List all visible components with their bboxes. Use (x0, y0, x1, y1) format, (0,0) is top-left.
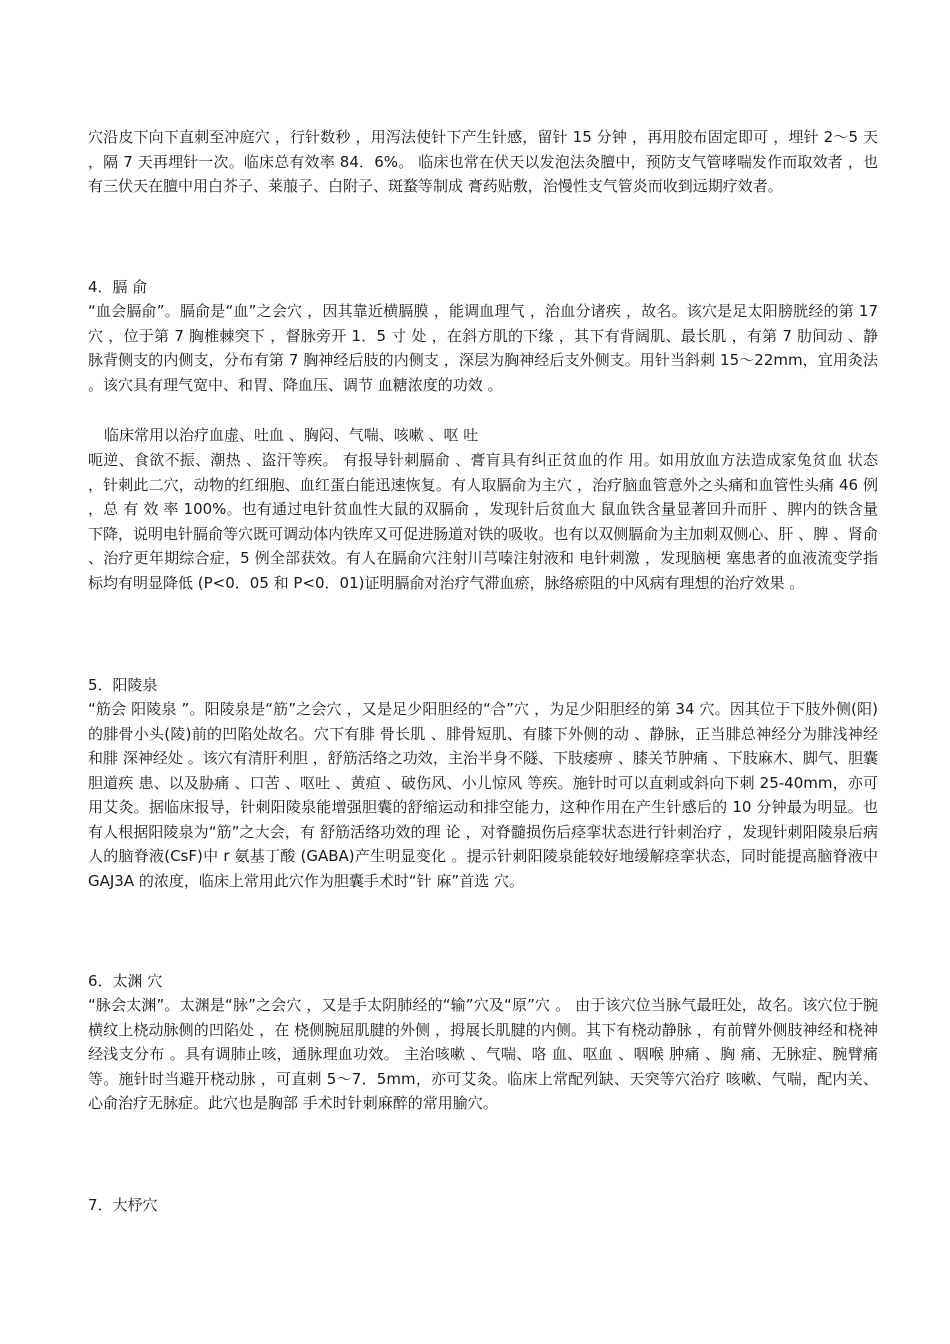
section-heading-taiyuan: 6．太渊 穴 (88, 972, 163, 990)
section-paragraph-taiyuan: “脉会太渊”。太渊是“脉”之会穴 ，又是手太阴肺经的“输”穴及“原”穴 。 由于该穴位当脉气最旺处，故名。该穴位于腕横纹上桡动脉侧的凹陷处 ，在 桡侧腕屈肌腱的外侧 ，拇展长肌腱的内侧。其下有桡动静脉 ，有前臂外侧肢神经和桡神经浅支分布 。具有调肺止咳，通脉理血功效。 主治咳嗽 、气喘、咯 血、呕血 、咽喉 肿痛 、胸 痛、无脉症、腕臂痛等。施针时当避开桡动脉 ，可直刺 5～7．5mm，亦可艾灸。临床上常配列缺、天突等穴治疗 咳嗽、气喘，配内关、心俞治疗无脉症。此穴也是胸部 手术时针刺麻醉的常用腧穴。 (88, 996, 878, 1112)
section-paragraph-yanglingquan: “筋会 阳陵泉 ”。阳陵泉是“筋”之会穴 ，又是足少阳胆经的“合”穴 ，为足少阳胆经的第 34 穴。因其位于下肢外侧(阳)的腓骨小头(陵)前的凹陷处故名。穴下有腓 骨长肌 、腓骨短肌、有膝下外侧的动 、静脉，正当腓总神经分为腓浅神经和腓 深神经处 。该穴有清肝利胆 ，舒筋活络之功效，主治半身不隧、下肢痿痹 、膝关节肿痛 、下肢麻木、脚气、胆囊胆道疾 患、以及胁痛 、口苦 、呕吐 、黄疸 、破伤风、小儿惊风 等疾。施针时可以直刺或斜向下刺 25-40mm，亦可用艾灸。据临床报导，针刺阳陵泉能增强胆囊的舒缩运动和排空能力，这种作用在产生针感后的 10 分钟最为明显。也有人根据阳陵泉为“筋”之大会，有 舒筋活络功效的理 论 ，对脊髓损伤后痉挛状态进行针刺治疗 ，发现针刺阳陵泉后病人的脑脊液(CsF)中 r 氨基丁酸 (GABA)产生明显变化 。提示针刺阳陵泉能较好地缓解痉挛状态，同时能提高脑脊液中 GAJ3A 的浓度，临床上常用此穴作为胆囊手术时“针 麻”首选 穴。 (88, 700, 878, 890)
section-heading-dazhu: 7．大杼穴 (88, 1196, 158, 1214)
section-paragraph-geshu-3: 呃逆、食欲不振、潮热 、盗汗等疾。 有报导针刺膈俞 、膏肓具有纠正贫血的作 用。如用放血方法造成家兔贫血 状态 ，针刺此二穴，动物的红细胞、血红蛋白能迅速恢复。有人取膈俞为主穴 ，治疗脑血管意外之头痛和血管性头痛 46 例 ，总 有 效 率 100%。也有通过电针贫血性大鼠的双膈俞 ，发现针后贫血大 鼠血铁含量显著回升而肝 、脾内的铁含量下降，说明电针膈俞等穴既可调动体内铁库又可促进肠道对铁的吸收。也有以双侧膈俞为主加刺双侧心、肝 、脾 、肾俞 、治疗更年期综合症，5 例全部获效。有人在膈俞穴注射川芎嗪注射液和 电针刺激 ，发现脑梗 塞患者的血液流变学指标均有明显降低 (P<0．05 和 P<0．01)证明膈俞对治疗气滞血瘀，脉络瘀阻的中风病有理想的治疗效果 。 (88, 451, 878, 592)
intro-paragraph: 穴沿皮下向下直刺至冲庭穴 ，行针数秒 ，用泻法使针下产生针感，留针 15 分钟 ，再用胶布固定即可 ，埋针 2～5 天 ，隔 7 天再埋针一次。临床总有效率 84．6%。 临床也常在伏天以发泡法灸膻中，预防支气管哮喘发作而取效者 ，也有三伏天在膻中用白芥子、莱菔子、白附子、斑蝥等制成 膏药贴敷，治慢性支气管炎而收到远期疗效者。 (88, 128, 878, 195)
section-paragraph-geshu-2: 临床常用以治疗血虚、吐血 、胸闷、气喘、咳嗽 、呕 吐 (104, 426, 479, 444)
section-paragraph-geshu-1: “血会膈俞”。膈俞是“血”之会穴 ，因其靠近横膈膜 ，能调血理气 ，治血分诸疾 ，故名。该穴是足太阳膀胱经的第 17 穴 ，位于第 7 胸椎棘突下 ，督脉旁开 1．5 寸 处 ，在斜方肌的下缘 ，其下有背阔肌、最长肌 ，有第 7 肋间动 、静脉背侧支的内侧支，分布有第 7 胸神经后肢的内侧支 ，深层为胸神经后支外侧支。用针当斜刺 15～22mm，宜用灸法 。该穴具有理气宽中、和胃、降血压、调节 血糖浓度的功效 。 (88, 302, 878, 394)
section-heading-geshu: 4．膈 俞 (88, 278, 148, 296)
section-heading-yanglingquan: 5．阳陵泉 (88, 676, 158, 694)
